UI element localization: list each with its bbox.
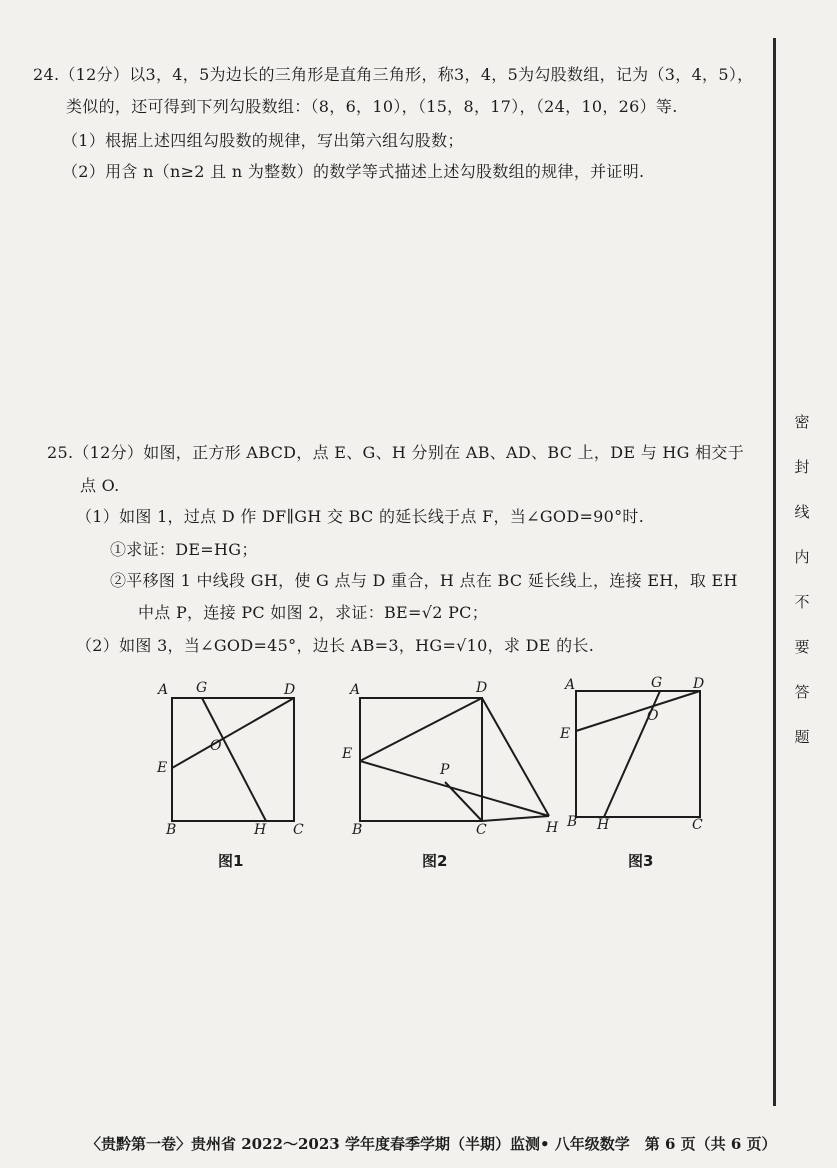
fig3-segment-de [576,691,700,731]
fig2-label-c: C [476,822,487,838]
q25-line1: 25.（12分）如图，正方形 ABCD，点 E、G、H 分别在 AB、AD、BC 上，DE 与 HG 相交于 [47,443,745,462]
page-footer: 〈贵黔第一卷〉贵州省 2022～2023 学年度春季学期（半期）监测• 八年级数学 第 6 页（共 6 页） [86,1135,777,1153]
fig2-segment-ch [482,816,549,821]
fig2-segment-dh [482,698,549,816]
fig2-segment-de [360,698,482,761]
q25-part1: （1）如图 1，过点 D 作 DF∥GH 交 BC 的延长线于点 F，当∠GOD=90°时. [76,507,645,526]
q24-line2: 类似的，还可得到下列勾股数组：（8，6，10），（15，8，17），（24，10，26）等. [66,97,678,116]
fig1-label-e: E [157,760,168,776]
seal-char: 要 [794,638,810,656]
fig1-label-b: B [166,822,177,838]
fig2-label-a: A [350,682,361,698]
seal-char: 封 [794,458,810,476]
fig3-label-d: D [693,676,705,692]
fig3-label-o: O [647,708,659,724]
fig1-label-d: D [284,682,296,698]
fig3-square [576,691,700,817]
fig1-label-g: G [196,680,208,696]
seal-char: 线 [794,503,810,521]
fig2-caption: 图2 [422,852,448,870]
q25-part2: （2）如图 3，当∠GOD=45°，边长 AB=3，HG=√10，求 DE 的长. [76,636,595,655]
fig3-label-h: H [597,817,610,833]
q25-sub2b: 中点 P，连接 PC 如图 2，求证：BE=√2 PC； [138,603,489,622]
fig2-segment-pc [445,782,482,821]
seal-char: 答 [794,683,810,701]
q24-part1: （1）根据上述四组勾股数的规律，写出第六组勾股数； [62,131,464,150]
q25-sub1: ①求证：DE=HG； [110,540,258,559]
fig2-label-e: E [342,746,353,762]
fig3-label-a: A [565,677,576,693]
q24-part2: （2）用含 n（n≥2 且 n 为整数）的数学等式描述上述勾股数组的规律，并证明. [62,162,645,181]
fig2-label-d: D [476,680,488,696]
fig1-caption: 图1 [218,852,244,870]
figure-2 [336,676,571,846]
q25-sub2a: ②平移图 1 中线段 GH，使 G 点与 D 重合，H 点在 BC 延长线上，连接 EH，取 EH [110,571,738,590]
q25-line2: 点 O. [80,476,120,495]
fig1-label-c: C [293,822,304,838]
q24-line1: 24.（12分）以3，4，5为边长的三角形是直角三角形，称3，4，5为勾股数组，记为（3，4，5）， [33,65,754,84]
fig1-segment-gh [202,698,266,821]
fig2-segment-eh [360,761,549,816]
seal-char: 内 [794,548,810,566]
figure-3 [556,674,716,844]
fig2-label-p: P [440,762,450,778]
fig2-label-h: H [546,820,559,836]
seal-line-rule [773,38,776,1106]
fig1-label-o: O [210,738,222,754]
fig1-label-h: H [254,822,267,838]
seal-line-text [790,415,814,775]
fig2-label-b: B [352,822,363,838]
seal-char: 不 [794,593,810,611]
fig3-caption: 图3 [628,852,654,870]
figure-1 [150,676,310,846]
fig3-label-b: B [567,814,578,830]
fig3-label-c: C [692,817,703,833]
seal-char: 题 [794,728,810,746]
seal-char: 密 [794,413,810,431]
fig3-label-e: E [560,726,571,742]
fig3-label-g: G [651,675,663,691]
fig1-label-a: A [158,682,169,698]
